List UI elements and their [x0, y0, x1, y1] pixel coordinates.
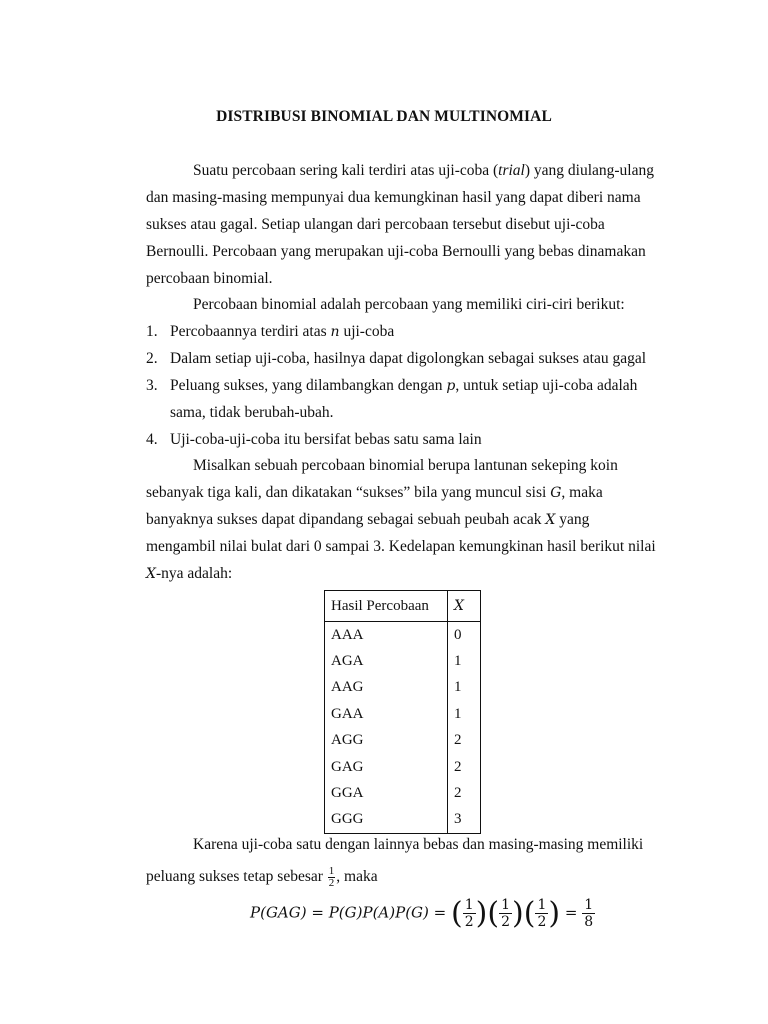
outcome-cell: AGA: [325, 648, 448, 674]
text: Percobaannya terdiri atas: [170, 323, 331, 340]
table-body: [325, 622, 481, 834]
text: ) yang diulang-ulang: [524, 162, 654, 179]
list-item-4: [146, 431, 482, 449]
equals-sign: =: [560, 903, 583, 922]
text: , maka: [336, 868, 378, 886]
paragraph-1-line-4: Bernoulli. Percobaan yang merupakan uji-coba Bernoulli yang bebas dinamakan: [146, 243, 646, 260]
table-row: [325, 728, 481, 754]
table-row: [325, 622, 481, 649]
x-value-cell: 0: [448, 622, 481, 649]
text: uji-coba: [339, 323, 395, 340]
close-paren: ): [475, 896, 488, 931]
close-paren: ): [548, 896, 561, 931]
outcome-cell: GAA: [325, 701, 448, 727]
fraction-denominator: 2: [537, 914, 547, 930]
paragraph-1-line-2: dan masing-masing mempunyai dua kemungkinan hasil yang dapat diberi nama: [146, 189, 641, 206]
paragraph-3-line-2: [146, 484, 603, 502]
paragraph-4-line-1: Karena uji-coba satu dengan lainnya bebas dan masing-masing memiliki: [193, 836, 644, 853]
table-row: [325, 675, 481, 701]
outcome-cell: GGG: [325, 807, 448, 834]
text: Dalam setiap uji-coba, hasilnya dapat digolongkan sebagai sukses atau gagal: [170, 350, 647, 367]
paragraph-3-line-1: Misalkan sebuah percobaan binomial berupa lantunan sekeping koin: [193, 457, 618, 474]
paragraph-3-line-5: [146, 565, 232, 583]
list-number: 1.: [146, 323, 158, 340]
text: Peluang sukses, yang dilambangkan dengan: [170, 377, 447, 394]
fraction-denominator: 2: [328, 877, 335, 889]
open-paren: (: [523, 896, 536, 931]
fraction-numerator: 1: [584, 897, 594, 913]
math-symbol: n: [330, 324, 340, 340]
table-row: [325, 780, 481, 806]
list-item-3-continuation: sama, tidak berubah-ubah.: [170, 404, 334, 421]
text: -nya adalah:: [155, 565, 233, 582]
x-value-cell: 1: [448, 675, 481, 701]
paragraph-3-line-4: mengambil nilai bulat dari 0 sampai 3. Kedelapan kemungkinan hasil berikut nilai: [146, 538, 656, 555]
fraction-1: [463, 897, 476, 930]
table-row: [325, 754, 481, 780]
fraction-3: [535, 897, 548, 930]
text: Suatu percobaan sering kali terdiri atas uji-coba (: [193, 162, 499, 179]
list-number: 4.: [146, 431, 158, 448]
list-number: 3.: [146, 377, 158, 394]
text: Uji-coba-uji-coba itu bersifat bebas satu sama lain: [170, 431, 482, 448]
paragraph-2: Percobaan binomial adalah percobaan yang memiliki ciri-ciri berikut:: [193, 296, 625, 313]
open-paren: (: [487, 896, 500, 931]
text: , untuk setiap uji-coba adalah: [455, 377, 638, 394]
column-header-outcome: Hasil Percobaan: [325, 591, 448, 622]
probability-equation: [250, 896, 595, 931]
fraction-denominator: 2: [501, 914, 510, 930]
text: peluang sukses tetap sebesar: [146, 868, 327, 886]
page-title: DISTRIBUSI BINOMIAL DAN MULTINOMIAL: [216, 108, 552, 125]
table-row: [325, 701, 481, 727]
text: , maka: [561, 484, 603, 501]
paragraph-1-line-5: percobaan binomial.: [146, 270, 273, 287]
outcome-table: [324, 590, 481, 834]
outcome-cell: AAA: [325, 622, 448, 649]
close-paren: ): [512, 896, 524, 931]
inline-fraction: [328, 866, 336, 889]
table-header-row: [325, 591, 481, 622]
fraction-denominator: 8: [584, 914, 594, 930]
math-symbol: X: [545, 512, 556, 528]
x-value-cell: 2: [448, 728, 481, 754]
x-value-cell: 2: [448, 780, 481, 806]
outcome-cell: AGG: [325, 728, 448, 754]
outcome-cell: AAG: [325, 675, 448, 701]
paragraph-4-line-2: [146, 866, 378, 889]
equation-lhs: P(GAG) = P(G)P(A)P(G) =: [250, 903, 451, 922]
outcome-cell: GGA: [325, 780, 448, 806]
x-value-cell: 1: [448, 701, 481, 727]
result-fraction: [582, 897, 595, 930]
table-row: [325, 648, 481, 674]
outcome-cell: GAG: [325, 754, 448, 780]
x-value-cell: 1: [448, 648, 481, 674]
text: yang: [555, 511, 590, 528]
math-symbol: X: [146, 566, 156, 582]
fraction-numerator: 1: [328, 865, 335, 877]
fraction-numerator: 1: [537, 897, 547, 913]
paragraph-1-line-3: sukses atau gagal. Setiap ulangan dari percobaan tersebut disebut uji-coba: [146, 216, 605, 233]
fraction-denominator: 2: [464, 914, 474, 930]
text: sebanyak tiga kali, dan dikatakan “sukses” bila yang muncul sisi: [146, 484, 551, 501]
paragraph-3-line-3: [146, 511, 589, 529]
list-number: 2.: [146, 350, 158, 367]
math-symbol: p: [446, 378, 456, 394]
list-item-1: [146, 323, 394, 341]
list-item-3: [146, 377, 637, 395]
table-row: [325, 807, 481, 834]
text: banyaknya sukses dapat dipandang sebagai sebuah peubah acak: [146, 511, 546, 528]
fraction-2: [499, 897, 512, 930]
fraction-numerator: 1: [501, 897, 510, 913]
paragraph-1-line-1: [193, 162, 654, 180]
fraction-numerator: 1: [464, 897, 474, 913]
x-value-cell: 2: [448, 754, 481, 780]
italic-term: trial: [498, 162, 525, 179]
column-header-x: X: [448, 591, 481, 622]
open-paren: (: [451, 896, 463, 931]
list-item-2: [146, 350, 646, 368]
x-value-cell: 3: [448, 807, 481, 834]
math-symbol: G: [550, 485, 562, 501]
